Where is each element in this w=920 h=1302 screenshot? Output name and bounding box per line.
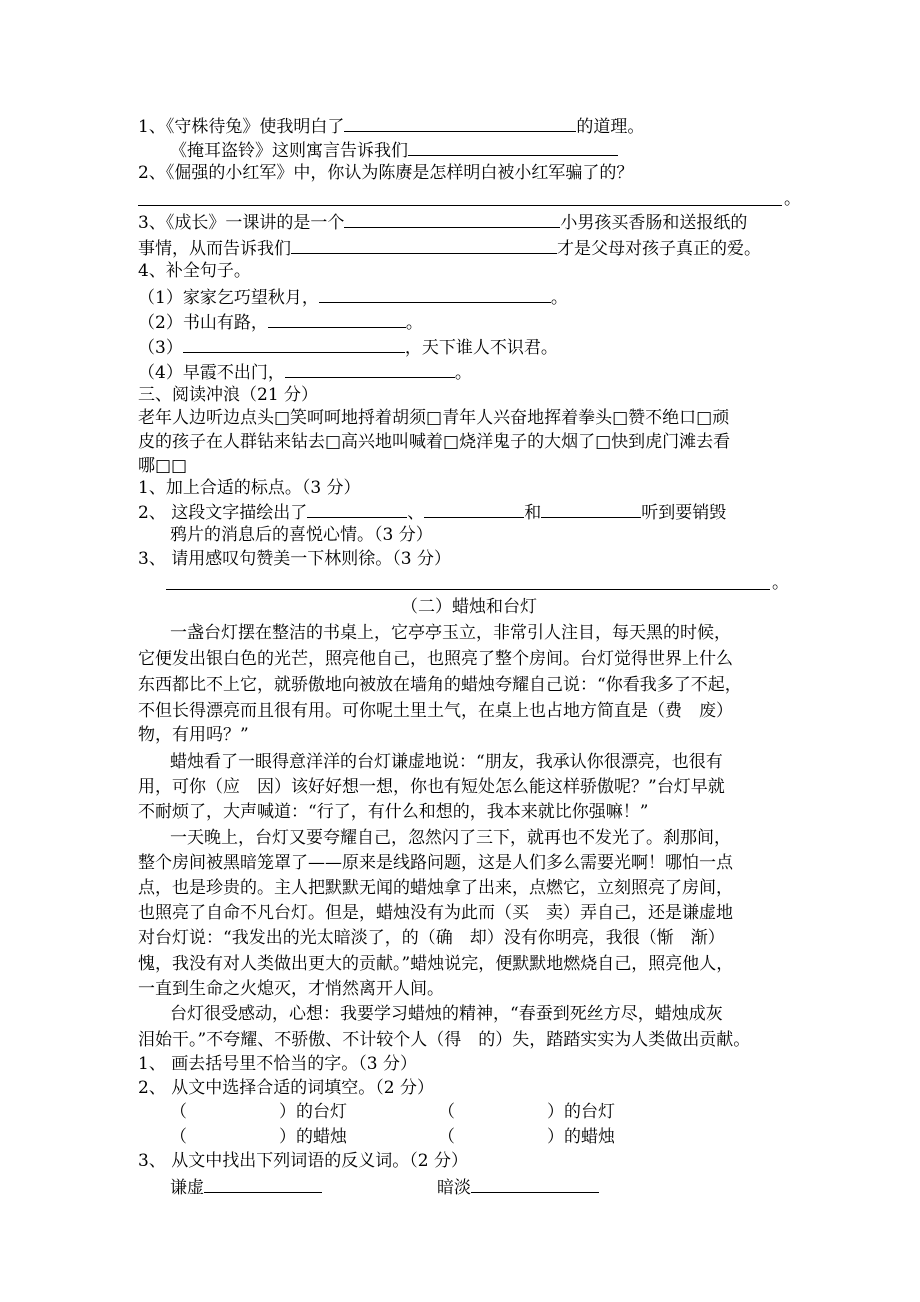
passage1-q3: 3、 请用感叹句赞美一下林则徐。（3 分）: [138, 549, 451, 569]
s2-suffix: 。: [405, 313, 423, 333]
q2-prompt: 2、《倔强的小红军》中，你认为陈赓是怎样明白被小红军骗了的？: [138, 163, 634, 183]
reading2-line: 物，有用吗？”: [138, 725, 249, 745]
q2-period: 。: [784, 189, 801, 209]
s3-prompt: （3）: [138, 338, 183, 358]
q4-s3: [138, 333, 798, 359]
reading2-line: 不耐烦了，大声喊道：“行了，有什么和想的，我本来就比你强嘛！”: [138, 802, 649, 822]
fill-candle-1: [170, 1124, 370, 1150]
passage1-line-1: 老年人边听边点头□笑呵呵地捋着胡须□青年人兴奋地挥着拳头□赞不绝口□顽: [138, 408, 730, 428]
antonym-blank-1[interactable]: [204, 1173, 322, 1193]
reading2-q3: 3、 从文中找出下列词语的反义词。（2 分）: [138, 1151, 468, 1171]
passage1-q2: [138, 498, 798, 524]
paren-open: （: [438, 1102, 455, 1122]
reading2-line: 它便发出银白色的光芒，照亮他自己，也照亮了整个房间。台灯觉得世界上什么: [138, 649, 733, 669]
q4-s4: [138, 358, 798, 384]
q1a-prompt: 1、《守株待兔》使我明白了: [138, 117, 345, 137]
lamp-label: 的台灯: [564, 1102, 615, 1122]
reading2-line: 不但长得漂亮而且很有用。可你呢土里土气，在桌上也占地方简直是（费 废）: [138, 701, 733, 721]
reading2-line: 愧，我没有对人类做出更大的贡献。”蜡烛说完，便默默地燃烧自己，照亮他人，: [138, 954, 734, 974]
p1q3-blank[interactable]: [166, 570, 770, 590]
q3a-blank[interactable]: [344, 208, 560, 228]
antonym-blank-2[interactable]: [471, 1173, 599, 1193]
q3b-blank[interactable]: [291, 234, 557, 254]
antonym-2: [437, 1173, 637, 1199]
s4-blank[interactable]: [285, 358, 455, 378]
reading2-line: 泪始干。”不夸耀、不骄傲、不计较个人（得 的）失，踏踏实实为人类做出贡献。: [138, 1030, 751, 1050]
q4-s1: [138, 283, 798, 309]
q3b-prompt: 事情，从而告诉我们: [138, 239, 291, 259]
p1q2-blank-3[interactable]: [541, 498, 641, 518]
s3-blank[interactable]: [183, 333, 405, 353]
q1a-blank[interactable]: [344, 112, 576, 132]
reading2-line: 对台灯说：“我发出的光太暗淡了，的（确 却）没有你明亮，我很（惭 渐）: [138, 928, 725, 948]
p1q3-period: 。: [772, 573, 789, 593]
reading2-line: 一直到生命之火熄灭，才悄然离开人间。: [138, 979, 444, 999]
paren-close: ）: [279, 1127, 296, 1147]
reading2-line: 也照亮了自命不凡台灯。但是，蜡烛没有为此而（买 卖）弄自己，还是谦虚地: [138, 903, 733, 923]
paren-close: ）: [279, 1102, 296, 1122]
reading2-line: 一盏台灯摆在整洁的书桌上，它亭亭玉立，非常引人注目，每天黑的时候，: [170, 623, 731, 643]
reading2-q2: 2、 从文中选择合适的词填空。（2 分）: [138, 1078, 434, 1098]
q1a-suffix: 的道理。: [576, 117, 645, 137]
reading2-q1: 1、 画去括号里不恰当的字。（3 分）: [138, 1054, 417, 1074]
section3-heading: 三、阅读冲浪（21 分）: [138, 385, 319, 405]
p1q2-blank-1[interactable]: [307, 498, 407, 518]
lamp-label: 的台灯: [296, 1102, 347, 1122]
reading2-line: 东西都比不上它，就骄傲地向被放在墙角的蜡烛夸耀自己说：“你看我多了不起，: [138, 675, 742, 695]
reading2-line: 蜡烛看了一眼得意洋洋的台灯谦虚地说：“朋友，我承认你很漂亮，也很有: [170, 752, 723, 772]
reading2-line: 用，可你（应 因）该好好想一想，你也有短处怎么能这样骄傲呢？”台灯早就: [138, 777, 725, 797]
q4-prompt: 4、补全句子。: [138, 261, 251, 281]
reading2-line: 一天晚上，台灯又要夸耀自己，忽然闪了三下，就再也不发光了。刹那间，: [170, 828, 731, 848]
passage1-q3-answer: [166, 570, 826, 596]
q1b-prompt: 《掩耳盗铃》这则寓言告诉我们: [170, 141, 408, 161]
p1q2-suffix: 听到要销毁: [641, 503, 727, 523]
q3-mid: 小男孩买香肠和送报纸的: [560, 213, 748, 233]
candle-label: 的蜡烛: [296, 1127, 347, 1147]
passage1-q2-line2: 鸦片的消息后的喜悦心情。（3 分）: [170, 525, 433, 545]
p1q2-and: 和: [524, 503, 542, 523]
paren-open: （: [170, 1102, 187, 1122]
s1-blank[interactable]: [319, 283, 551, 303]
paren-close: ）: [547, 1102, 564, 1122]
q3-line-a: [138, 208, 798, 234]
q3-line-b: [138, 234, 798, 260]
antonym-word-1: 谦虚: [170, 1178, 204, 1198]
fill-lamp-2: [438, 1099, 638, 1125]
s2-blank[interactable]: [268, 308, 406, 328]
reading2-line: 点，也是珍贵的。主人把默默无闻的蜡烛拿了出来，点燃它，立刻照亮了房间，: [138, 878, 733, 898]
p1q2-prompt: 2、 这段文字描绘出了: [138, 503, 308, 523]
passage1-q1: 1、加上合适的标点。（3 分）: [138, 478, 361, 498]
reading2-title: （二）蜡烛和台灯: [401, 597, 537, 617]
passage1-line-2: 皮的孩子在人群钻来钻去□高兴地叫喊着□烧洋鬼子的大烟了□快到虎门滩去看: [138, 432, 731, 452]
s4-suffix: 。: [454, 363, 472, 383]
antonym-1: [170, 1173, 370, 1199]
q3b-suffix: 才是父母对孩子真正的爱。: [557, 239, 761, 259]
q1-line-b: [170, 136, 830, 162]
q4-s2: [138, 308, 798, 334]
paren-open: （: [170, 1127, 187, 1147]
fill-lamp-1: [170, 1099, 370, 1125]
q2-blank[interactable]: [138, 186, 782, 206]
p1q2-sep: 、: [407, 503, 425, 523]
s2-prompt: （2）书山有路，: [138, 313, 268, 333]
q1b-blank[interactable]: [408, 136, 618, 156]
antonym-word-2: 暗淡: [437, 1178, 471, 1198]
q3-prompt: 3、《成长》一课讲的是一个: [138, 213, 345, 233]
reading2-line: 整个房间被黑暗笼罩了——原来是线路问题，这是人们多么需要光啊！哪怕一点: [138, 853, 733, 873]
reading2-line: 台灯很受感动，心想：我要学习蜡烛的精神，“春蚕到死丝方尽，蜡烛成灰: [170, 1004, 723, 1024]
paren-close: ）: [547, 1127, 564, 1147]
p1q2-blank-2[interactable]: [424, 498, 524, 518]
s1-prompt: （1）家家乞巧望秋月，: [138, 288, 319, 308]
candle-label: 的蜡烛: [564, 1127, 615, 1147]
fill-candle-2: [438, 1124, 638, 1150]
s3-suffix: ，天下谁人不识君。: [404, 338, 558, 358]
s4-prompt: （4）早霞不出门，: [138, 363, 285, 383]
q1-line-a: [138, 112, 798, 138]
s1-suffix: 。: [550, 288, 568, 308]
passage1-line-3: 哪□□: [138, 456, 188, 476]
paren-open: （: [438, 1127, 455, 1147]
